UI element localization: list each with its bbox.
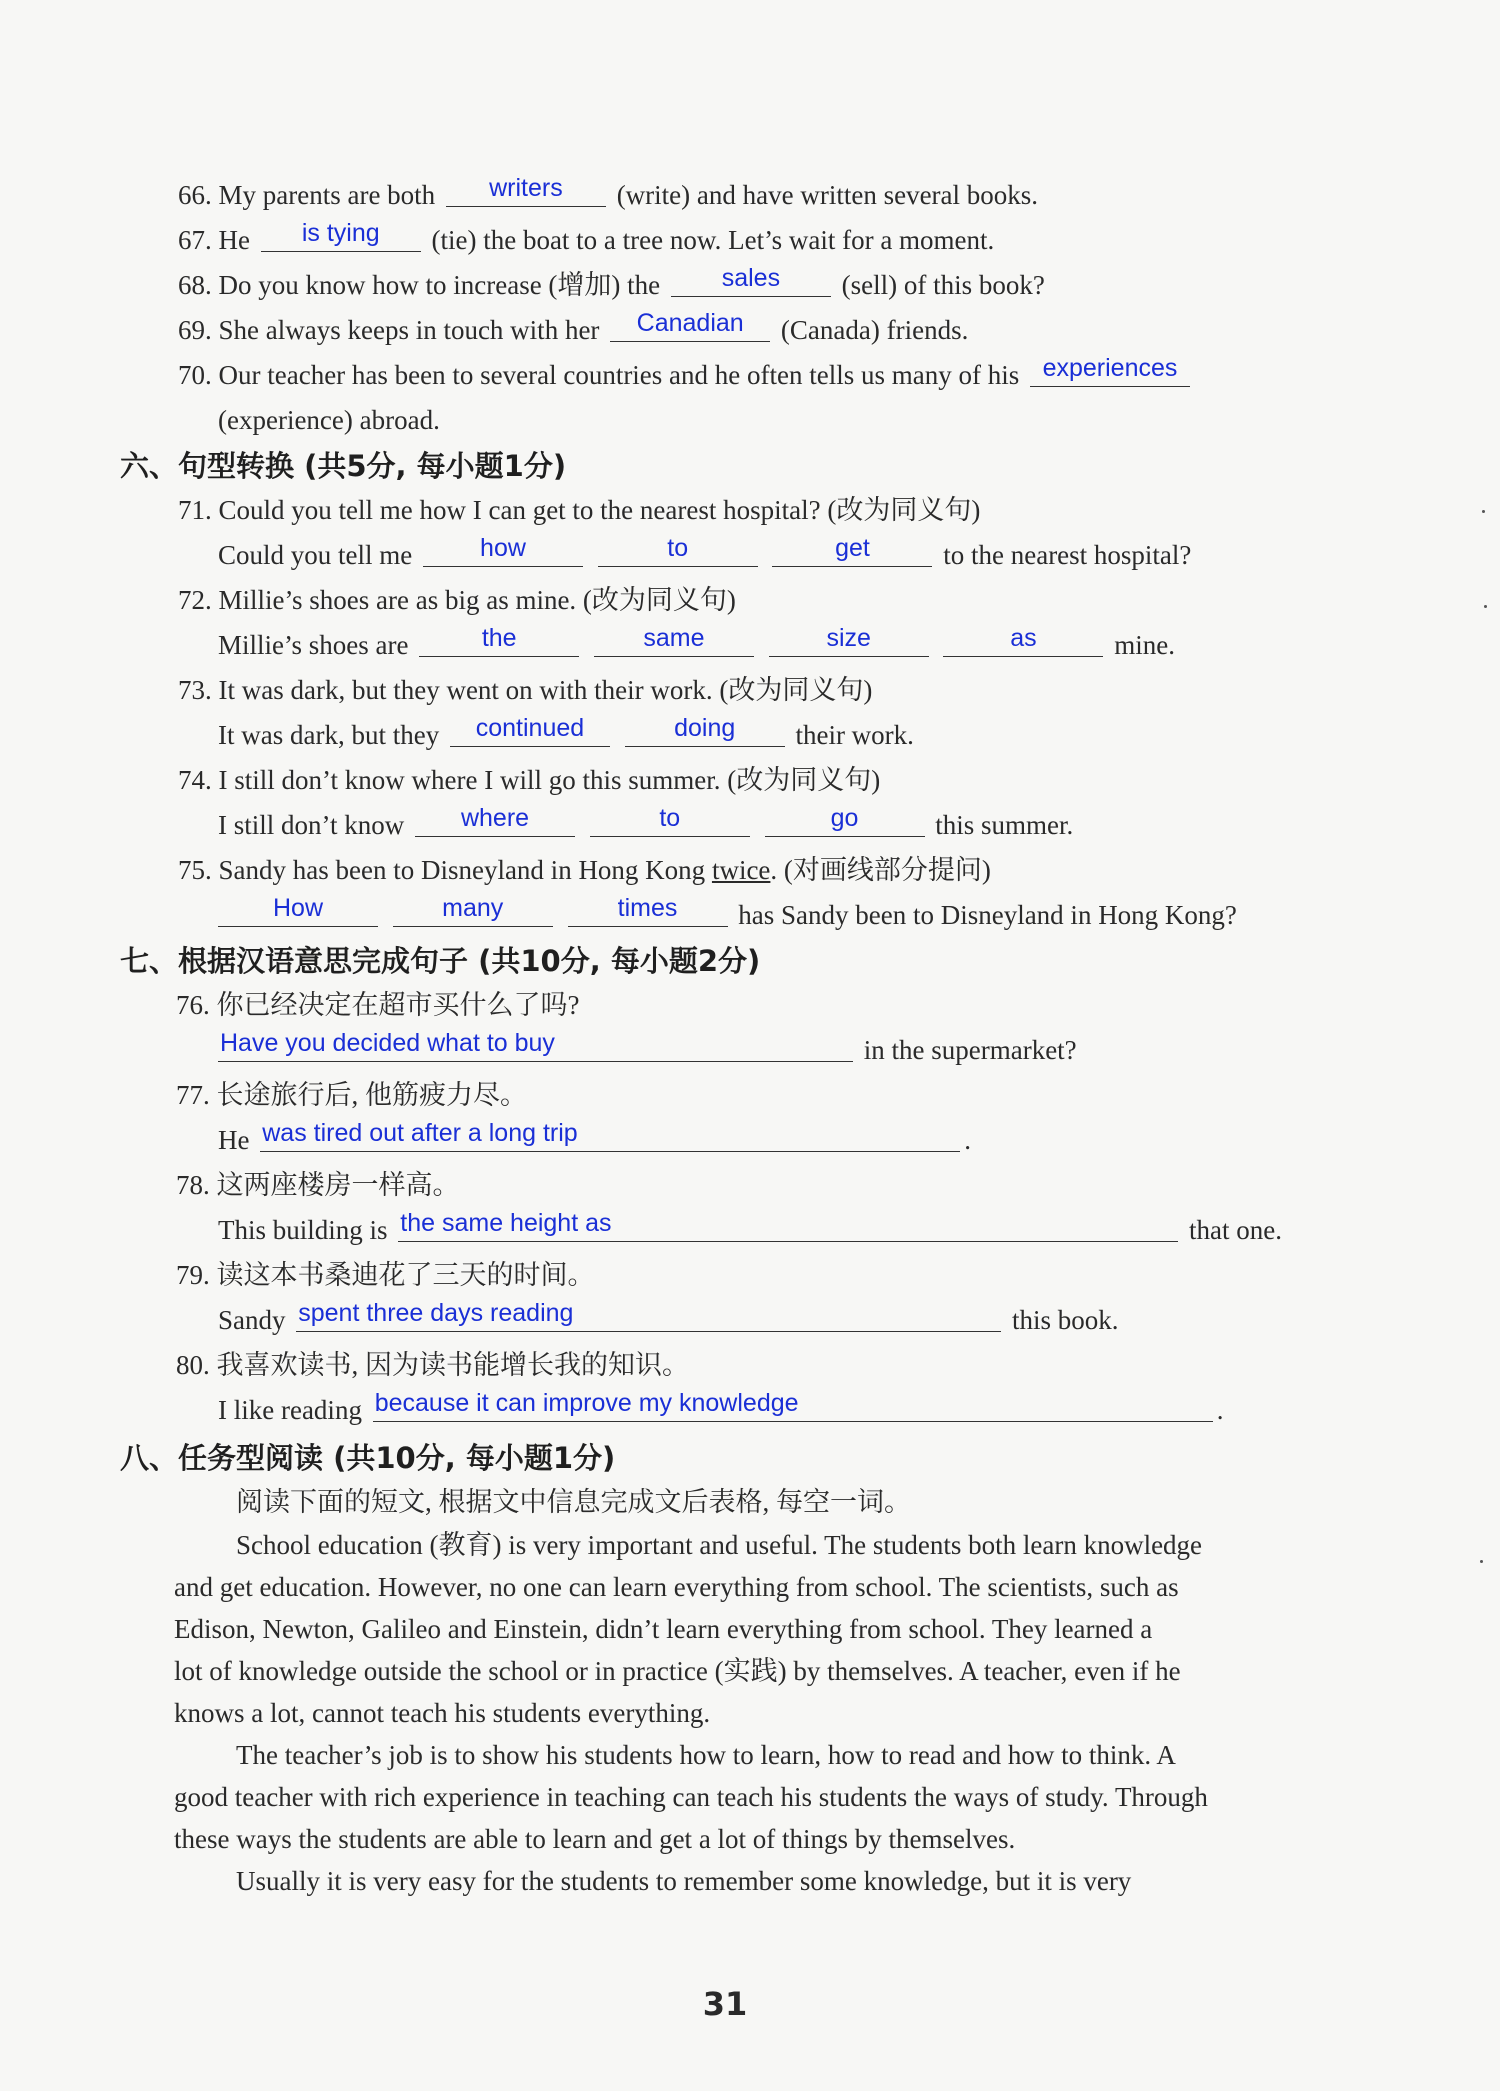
answer-blank: Canadian — [610, 313, 770, 342]
answer-80: I like reading because it can improve my knowledge . — [218, 1389, 1224, 1425]
answer-blank: sales — [671, 268, 831, 297]
scan-speck — [1484, 605, 1487, 608]
answer-blank: continued — [450, 718, 610, 747]
paragraph-2-line: The teacher’s job is to show his students how to learn, how to read and how to think. A — [236, 1740, 1176, 1770]
answer-blank: get — [772, 538, 932, 567]
answer-blank: to — [590, 808, 750, 837]
answer-79: Sandy spent three days reading this book. — [218, 1299, 1119, 1335]
answer-72: Millie’s shoes are the same size as mine. — [218, 624, 1175, 660]
answer-blank: to — [598, 538, 758, 567]
question-70-cont: (experience) abroad. — [218, 405, 440, 435]
question-69: 69. She always keeps in touch with her Canadian (Canada) friends. — [178, 309, 969, 345]
question-74: 74. I still don’t know where I will go this summer. (改为同义句) — [178, 765, 881, 795]
answer-blank: experiences — [1030, 358, 1190, 387]
question-73: 73. It was dark, but they went on with their work. (改为同义句) — [178, 675, 873, 705]
answer-blank: spent three days reading — [296, 1303, 1001, 1332]
paragraph-2-line: these ways the students are able to learn and get a lot of things by themselves. — [174, 1824, 1016, 1854]
answer-blank: where — [415, 808, 575, 837]
paragraph-1-line: knows a lot, cannot teach his students everything. — [174, 1698, 711, 1728]
answer-blank: the — [419, 628, 579, 657]
answer-77: He was tired out after a long trip . — [218, 1119, 971, 1155]
answer-blank: was tired out after a long trip — [260, 1123, 960, 1152]
paragraph-3-line: Usually it is very easy for the students to remember some knowledge, but it is very — [236, 1866, 1132, 1896]
question-78: 78. 这两座楼房一样高。 — [176, 1170, 460, 1200]
question-71: 71. Could you tell me how I can get to the nearest hospital? (改为同义句) — [178, 495, 981, 525]
question-79: 79. 读这本书桑迪花了三天的时间。 — [176, 1260, 595, 1290]
paragraph-1-line: Edison, Newton, Galileo and Einstein, didn’t learn everything from school. They learned a — [174, 1614, 1153, 1644]
scan-speck — [1480, 1560, 1483, 1563]
instruction: 阅读下面的短文, 根据文中信息完成文后表格, 每空一词。 — [236, 1487, 911, 1517]
section-6-title: 六、句型转换 (共5分, 每小题1分) — [120, 449, 567, 483]
answer-blank: go — [765, 808, 925, 837]
question-66: 66. My parents are both writers (write) and have written several books. — [178, 174, 1039, 210]
answer-blank: How — [218, 898, 378, 927]
answer-blank: how — [423, 538, 583, 567]
page-number: 31 — [702, 1985, 748, 2023]
answer-blank: is tying — [261, 223, 421, 252]
question-68: 68. Do you know how to increase (增加) the sales (sell) of this book? — [178, 264, 1045, 300]
section-8-title: 八、任务型阅读 (共10分, 每小题1分) — [120, 1441, 616, 1475]
answer-blank: same — [594, 628, 754, 657]
answer-74: I still don’t know where to go this summer. — [218, 804, 1074, 840]
answer-blank: the same height as — [398, 1213, 1178, 1242]
question-72: 72. Millie’s shoes are as big as mine. (改为同义句) — [178, 585, 736, 615]
question-77: 77. 长途旅行后, 他筋疲力尽。 — [176, 1080, 527, 1110]
paragraph-2-line: good teacher with rich experience in teaching can teach his students the ways of study. Through — [174, 1782, 1208, 1812]
answer-blank: as — [943, 628, 1103, 657]
answer-73: It was dark, but they continued doing their work. — [218, 714, 914, 750]
question-70: 70. Our teacher has been to several countries and he often tells us many of his experiences — [178, 358, 1194, 392]
section-7-title: 七、根据汉语意思完成句子 (共10分, 每小题2分) — [120, 944, 761, 978]
answer-blank: times — [568, 898, 728, 927]
answer-71: Could you tell me how to get to the nearest hospital? — [218, 534, 1192, 570]
answer-blank: size — [769, 628, 929, 657]
question-76: 76. 你已经决定在超市买什么了吗? — [176, 990, 580, 1020]
answer-blank: Have you decided what to buy — [218, 1033, 853, 1062]
answer-75: How many times has Sandy been to Disneyland in Hong Kong? — [214, 898, 1237, 932]
paragraph-1-line: and get education. However, no one can learn everything from school. The scientists, such as — [174, 1572, 1179, 1602]
question-67: 67. He is tying (tie) the boat to a tree now. Let’s wait for a moment. — [178, 219, 995, 255]
question-80: 80. 我喜欢读书, 因为读书能增长我的知识。 — [176, 1350, 689, 1380]
answer-78: This building is the same height as that one. — [218, 1209, 1282, 1245]
question-75: 75. Sandy has been to Disneyland in Hong Kong twice. (对画线部分提问) — [178, 855, 991, 885]
answer-76: Have you decided what to buy in the supermarket? — [220, 1029, 1077, 1065]
answer-blank: writers — [446, 178, 606, 207]
scan-speck — [1482, 510, 1485, 513]
answer-blank: many — [393, 898, 553, 927]
paragraph-1-line: lot of knowledge outside the school or in practice (实践) by themselves. A teacher, even if he — [174, 1656, 1181, 1686]
paragraph-1-line: School education (教育) is very important and useful. The students both learn knowledge — [236, 1530, 1203, 1560]
answer-blank: because it can improve my knowledge — [373, 1393, 1213, 1422]
answer-blank: doing — [625, 718, 785, 747]
